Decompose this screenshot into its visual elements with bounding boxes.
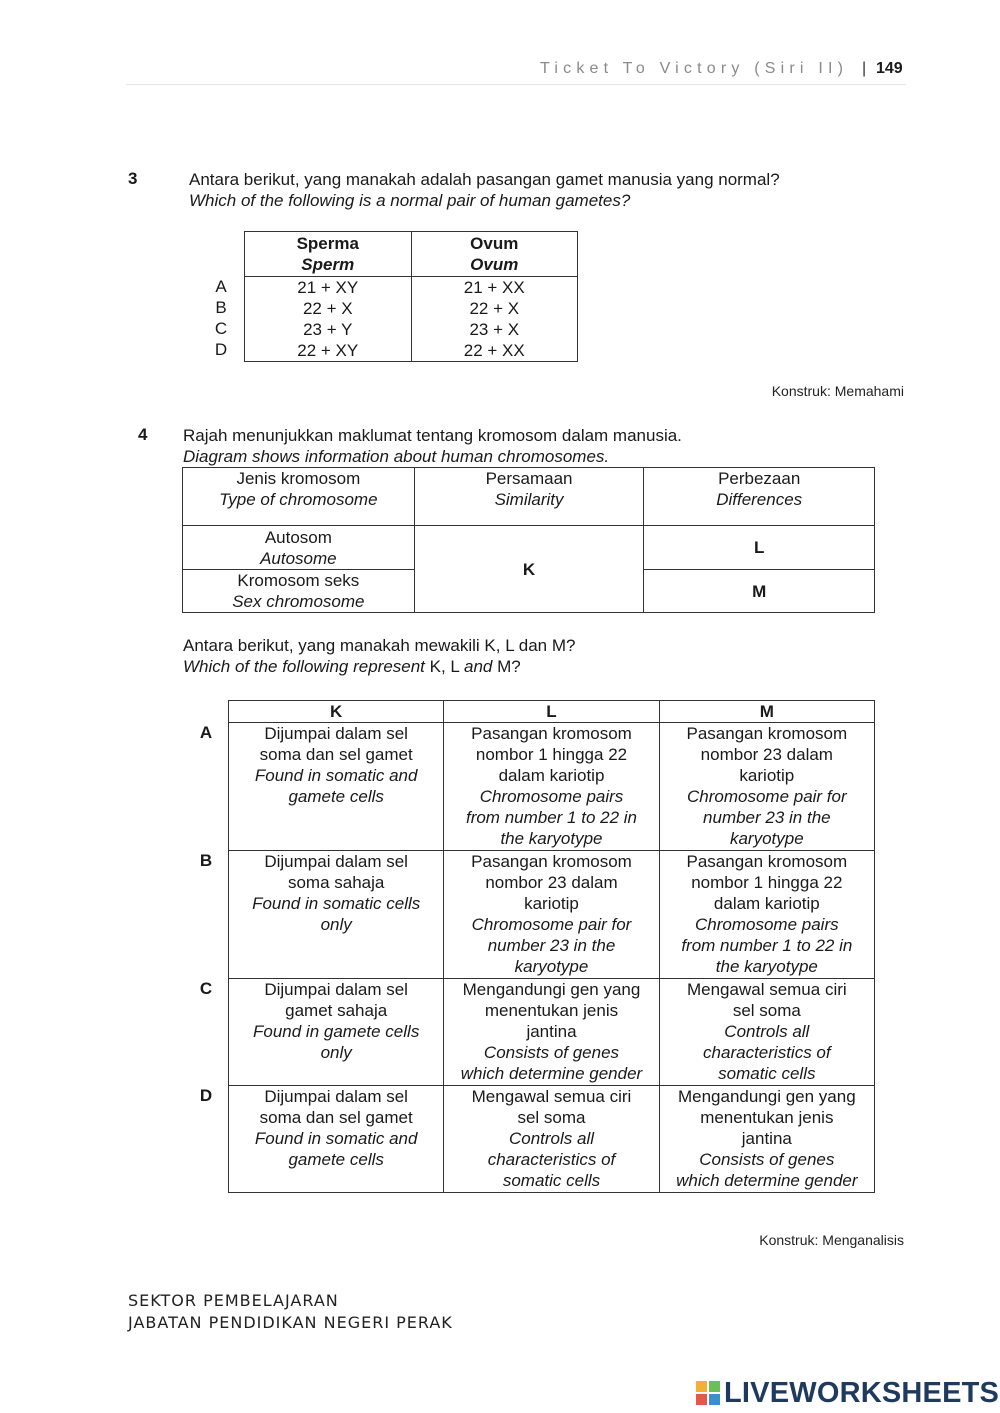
ovum-cell: 23 + X [411,319,578,340]
cell-line: soma dan sel gamet [259,1108,413,1127]
cell-line: the karyotype [715,957,818,976]
options-table [228,700,875,1193]
cell-line: dalam kariotip [498,766,605,785]
table-row [245,298,578,319]
option-label[interactable]: C [199,979,213,998]
sperm-cell: 22 + X [245,298,412,319]
option-label[interactable]: B [199,851,213,870]
cell-line: gamete cells [288,1150,384,1169]
cell-line: which determine gender [676,1171,858,1190]
cell-line: jantina [741,1129,792,1148]
cell-line: Dijumpai dalam sel [264,852,408,871]
option-cell [229,1086,444,1193]
question-4-text-en [183,656,521,677]
logo-square [696,1394,707,1405]
option-cell [229,723,444,851]
cell-line: Mengawal semua ciri [471,1087,632,1106]
cell-line: Controls all [508,1129,595,1148]
cell-line: sel soma [732,1001,801,1020]
cell-line: nombor 1 hingga 22 [691,873,843,892]
option-label[interactable]: A [215,277,227,296]
table-row [245,319,578,340]
cell-line: Chromosome pair for [471,915,632,934]
gamete-pairs-table [244,231,578,362]
option-label[interactable]: D [214,340,228,359]
ovum-cell: 22 + XX [411,340,578,362]
cell-line: number 23 in the [487,936,616,955]
options-header-m: M [659,701,874,723]
option-cell [444,979,659,1086]
option-cell [229,979,444,1086]
running-header-title: Ticket To Victory (Siri II) [540,60,849,77]
option-cell [659,1086,874,1193]
cell-line: gamet sahaja [285,1001,388,1020]
cell-line: Pasangan kromosom [471,852,632,871]
diagram-sex-chromosome-cell [183,570,415,613]
cell-line: Mengawal semua ciri [686,980,847,999]
ovum-cell: 22 + X [411,298,578,319]
cell-line: kariotip [524,894,579,913]
header-divider [126,84,906,85]
cell-line: somatic cells [502,1171,601,1190]
question-4-intro-en: Diagram shows information about human chromosomes. [183,447,610,466]
cell-line: Mengandungi gen yang [462,980,641,999]
sperm-cell: 22 + XY [245,340,412,362]
question-4-number: 4 [138,425,148,444]
diagram-header-type-ms: Jenis kromosom [236,469,361,488]
cell-line: from number 1 to 22 in [465,808,637,827]
diagram-autosome-en: Autosome [260,549,337,568]
diagram-header-type-en: Type of chromosome [219,490,378,509]
diagram-header-differences [644,468,875,526]
table-row [229,1086,875,1193]
cell-line: Found in somatic and [254,766,418,785]
cell-line: Found in somatic and [254,1129,418,1148]
option-cell [444,851,659,979]
footer-line-2: JABATAN PENDIDIKAN NEGERI PERAK [128,1313,453,1332]
cell-line: only [320,1043,352,1062]
option-label[interactable]: C [214,319,228,338]
diagram-l-cell: L [644,526,875,570]
cell-line: soma dan sel gamet [259,745,413,764]
cell-line: kariotip [739,766,795,785]
cell-line: dalam kariotip [713,894,820,913]
question-3-option-labels [211,276,231,360]
cell-line: menentukan jenis [700,1108,834,1127]
question-4-en-part: and [463,657,493,676]
liveworksheets-wordmark: LIVEWORKSHEETS [724,1377,1000,1409]
cell-line: Pasangan kromosom [686,852,848,871]
sperm-cell: 21 + XY [245,277,412,299]
cell-line: Pasangan kromosom [471,724,632,743]
cell-line: Found in somatic cells [252,894,421,913]
header-ovum [411,232,578,277]
cell-line: Dijumpai dalam sel [264,1087,408,1106]
diagram-sex-chromosome-ms: Kromosom seks [237,571,360,590]
cell-line: nombor 23 dalam [700,745,833,764]
ovum-cell: 21 + XX [411,277,578,299]
diagram-header-differences-ms: Perbezaan [718,469,801,488]
cell-line: menentukan jenis [484,1001,619,1020]
cell-line: which determine gender [460,1064,643,1083]
cell-line: Chromosome pairs [479,787,624,806]
cell-line: sel soma [517,1108,586,1127]
question-4-en-part: M? [497,657,521,676]
cell-line: characteristics of [703,1043,831,1062]
cell-line: only [320,915,352,934]
diagram-m-cell: M [644,570,875,613]
logo-square [709,1394,720,1405]
question-4-construct: Konstruk: Menganalisis [759,1232,904,1248]
diagram-autosome-cell [183,526,415,570]
header-ovum-ms: Ovum [470,234,519,253]
header-sperm-ms: Sperma [296,234,359,253]
diagram-k-cell: K [414,526,644,613]
option-cell [444,1086,659,1193]
page-number: 149 [876,60,903,77]
option-cell [444,723,659,851]
cell-line: nombor 1 hingga 22 [475,745,628,764]
diagram-header-similarity-ms: Persamaan [485,469,573,488]
diagram-header-type [183,468,415,526]
chromosome-diagram-table [182,467,875,613]
question-4-intro-ms: Rajah menunjukkan maklumat tentang kromosom dalam manusia. [183,426,682,445]
cell-line: the karyotype [500,829,603,848]
cell-line: karyotype [514,957,589,976]
footer-line-1: SEKTOR PEMBELAJARAN [128,1291,339,1310]
table-row [229,979,875,1086]
header-sperm [245,232,412,277]
table-row [245,277,578,299]
diagram-header-similarity-en: Similarity [494,490,564,509]
table-row [229,723,875,851]
cell-line: Found in gamete cells [253,1022,420,1041]
cell-line: Dijumpai dalam sel [264,980,408,999]
cell-line: somatic cells [718,1064,816,1083]
cell-line: Dijumpai dalam sel [264,724,408,743]
options-header-l: L [444,701,659,723]
option-label[interactable]: A [199,723,213,742]
option-cell [229,851,444,979]
options-header-k: K [229,701,444,723]
header-ovum-en: Ovum [470,255,519,274]
table-row [229,851,875,979]
header-sperm-en: Sperm [301,255,355,274]
diagram-header-differences-en: Differences [716,490,803,509]
cell-line: Pasangan kromosom [686,724,848,743]
diagram-header-similarity [414,468,644,526]
logo-square [709,1381,720,1392]
liveworksheets-logo-icon [696,1381,720,1405]
question-3-construct: Konstruk: Memahami [771,383,904,399]
question-4-en-part: K, L [429,657,460,676]
cell-line: nombor 23 dalam [485,873,618,892]
option-label[interactable]: D [199,1086,213,1105]
question-3-text-en: Which of the following is a normal pair of human gametes? [189,191,631,210]
cell-line: soma sahaja [287,873,385,892]
cell-line: Controls all [724,1022,810,1041]
question-3-number: 3 [128,169,138,188]
sperm-cell: 23 + Y [245,319,412,340]
diagram-sex-chromosome-en: Sex chromosome [232,592,365,611]
option-cell [659,979,874,1086]
table-row [245,340,578,362]
cell-line: Chromosome pairs [695,915,839,934]
question-3-text-ms: Antara berikut, yang manakah adalah pasangan gamet manusia yang normal? [189,170,780,189]
option-cell [659,723,874,851]
running-header-separator: | [862,60,867,77]
diagram-autosome-ms: Autosom [264,528,332,547]
cell-line: Chromosome pair for [686,787,847,806]
cell-line: Consists of genes [483,1043,620,1062]
cell-line: gamete cells [288,787,384,806]
cell-line: characteristics of [487,1150,616,1169]
cell-line: jantina [526,1022,577,1041]
cell-line: Consists of genes [699,1150,835,1169]
cell-line: number 23 in the [703,808,831,827]
question-4-text-ms: Antara berikut, yang manakah mewakili K, L dan M? [183,636,576,655]
cell-line: Mengandungi gen yang [677,1087,856,1106]
cell-line: from number 1 to 22 in [681,936,853,955]
option-label[interactable]: B [215,298,227,317]
option-cell [659,851,874,979]
question-4-en-part: Which of the following represent [183,657,425,676]
logo-square [696,1381,707,1392]
cell-line: karyotype [729,829,804,848]
